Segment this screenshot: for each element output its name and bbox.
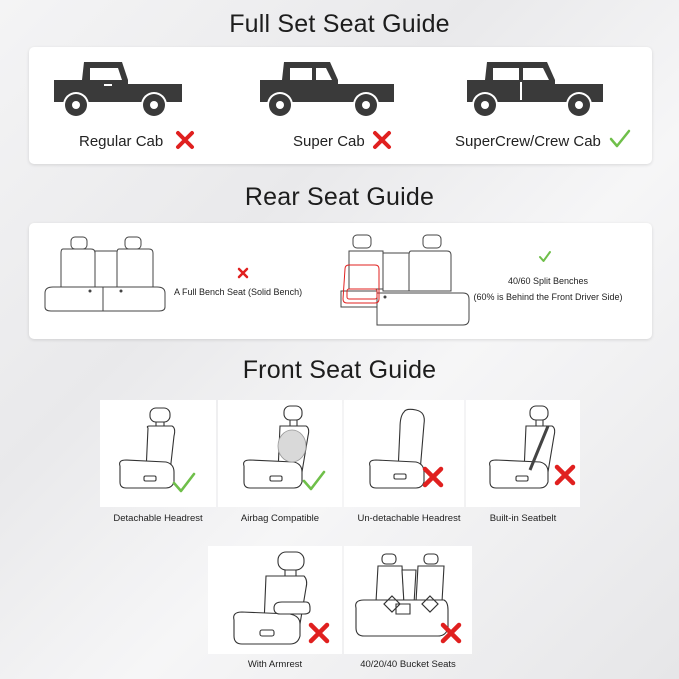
un-detachable-headrest-card [344,400,464,507]
with-armrest-card [208,546,342,654]
full-set-panel [29,47,652,164]
crew-cab-label: SuperCrew/Crew Cab [455,133,601,150]
seatbelt-seat-icon [486,404,560,496]
armrest-seat-icon [230,550,312,650]
full-set-title: Full Set Seat Guide [229,10,450,38]
solid-bench-seat-icon [43,235,167,313]
un-detachable-headrest-cross-icon [422,466,444,488]
detachable-headrest-check-icon [172,472,196,494]
built-in-seatbelt-card [466,400,580,507]
split-bench-seat-icon [337,233,471,329]
un-detachable-headrest-label: Un-detachable Headrest [357,513,461,524]
rear-panel [29,223,652,339]
bucket-seats-card [344,546,472,654]
with-armrest-cross-icon [308,622,330,644]
super-cab-cross-icon [372,130,392,150]
split-bench-label-2: (60% is Behind the Front Driver Side) [473,292,623,302]
crew-cab-truck-icon [461,58,609,120]
regular-cab-label: Regular Cab [79,133,164,150]
crew-cab-check-icon [609,129,631,149]
bucket-seats-cross-icon [440,622,462,644]
airbag-compatible-card [218,400,342,507]
split-bench-label-1: 40/60 Split Benches [507,276,589,286]
airbag-compatible-check-icon [302,470,326,492]
bench-bucket-seats-icon [352,552,450,644]
built-in-seatbelt-cross-icon [554,464,576,486]
rear-title: Rear Seat Guide [244,183,435,211]
solid-bench-label: A Full Bench Seat (Solid Bench) [174,287,303,297]
super-cab-label: Super Cab [293,133,365,150]
super-cab-truck-icon [254,58,400,120]
split-bench-check-icon [538,250,552,263]
airbag-compatible-label: Airbag Compatible [240,513,320,524]
regular-cab-truck-icon [48,58,188,120]
with-armrest-label: With Armrest [247,659,303,670]
detachable-headrest-label: Detachable Headrest [113,513,203,524]
bucket-seats-label: 40/20/40 Bucket Seats [360,659,456,670]
built-in-seatbelt-label: Built-in Seatbelt [489,513,557,524]
solid-bench-cross-icon [237,267,249,279]
regular-cab-cross-icon [175,130,195,150]
front-title: Front Seat Guide [242,356,437,384]
detachable-headrest-card [100,400,216,507]
